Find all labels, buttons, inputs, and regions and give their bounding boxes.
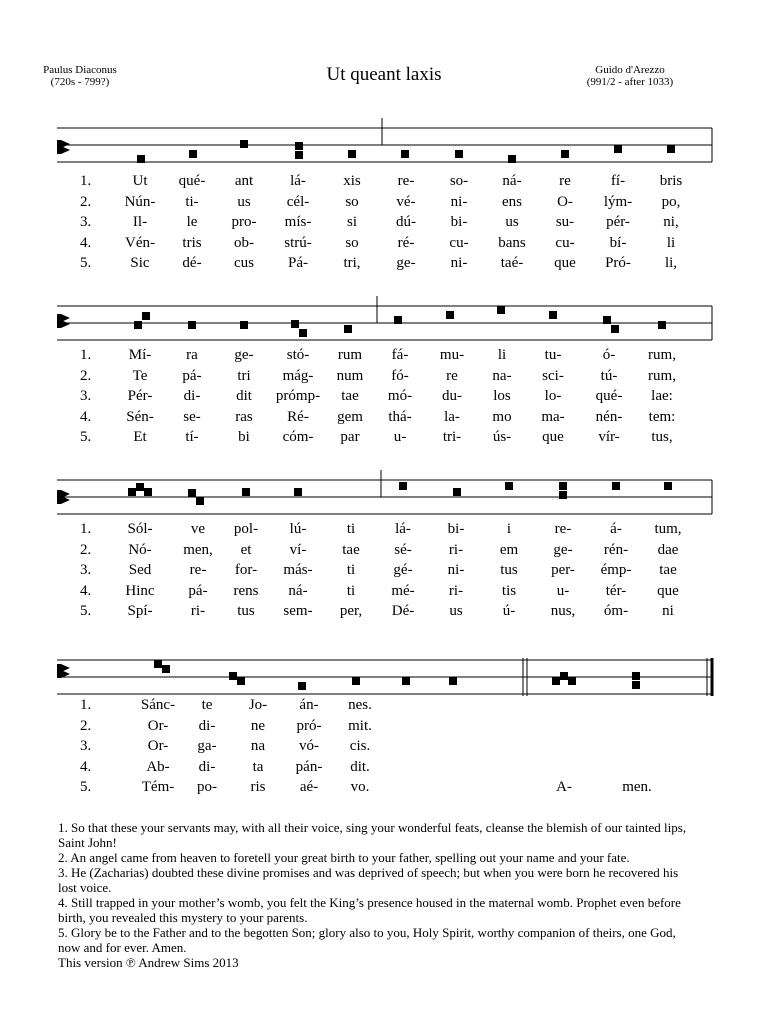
lyric-syllable: li bbox=[497, 347, 507, 363]
lyric-syllable: ob- bbox=[234, 234, 254, 251]
lyric-syllable: tus bbox=[500, 562, 518, 578]
lyric-syllable: Spí- bbox=[127, 603, 153, 619]
lyric-syllable: fá- bbox=[391, 347, 409, 363]
lyric-syllable: re bbox=[446, 367, 458, 384]
lyric-syllable: tus bbox=[237, 603, 255, 619]
lyric-syllable: se- bbox=[183, 408, 201, 425]
lyric-syllable: dae bbox=[657, 541, 679, 558]
lyric-syllable: más- bbox=[283, 562, 313, 578]
lyric-syllable: par bbox=[340, 429, 360, 445]
lyric-syllable: ná- bbox=[502, 173, 522, 189]
lyric-syllable: so bbox=[345, 234, 359, 251]
lyric-syllable: ni- bbox=[447, 562, 465, 578]
staff-system-3 bbox=[0, 470, 768, 520]
lyric-syllable: tris bbox=[182, 234, 202, 251]
lyric-syllable: Jo- bbox=[248, 697, 268, 713]
lyric-syllable: tér- bbox=[605, 582, 627, 599]
c-clef-icon bbox=[57, 140, 70, 154]
lyric-syllable: us bbox=[237, 193, 251, 210]
verse-number: 2. bbox=[80, 367, 92, 384]
composer-right-name: Guido d'Arezzo bbox=[595, 64, 665, 76]
lyric-syllable: tae bbox=[341, 388, 359, 404]
lyric-syllable: mé- bbox=[391, 582, 415, 599]
verse-number: 3. bbox=[80, 738, 92, 754]
square-note-icon bbox=[128, 482, 672, 505]
lyric-syllable: tis bbox=[501, 582, 517, 599]
lyric-syllable: nus, bbox=[550, 603, 576, 619]
lyric-syllable: cu- bbox=[555, 234, 575, 251]
verse-number: 5. bbox=[80, 603, 92, 619]
lyric-syllable: ví- bbox=[289, 541, 307, 558]
lyric-syllable: et bbox=[240, 541, 252, 558]
lyric-syllable: di- bbox=[198, 758, 216, 775]
verse-number: 4. bbox=[80, 234, 92, 251]
lyric-syllable: Nó- bbox=[128, 541, 152, 558]
lyric-syllable: Pér- bbox=[127, 388, 153, 404]
lyric-syllable: Or- bbox=[147, 738, 169, 754]
c-clef-icon bbox=[57, 314, 70, 328]
lyric-syllable: ris bbox=[250, 779, 266, 795]
lyric-syllable: dit bbox=[236, 388, 252, 404]
lyric-syllable: bi- bbox=[450, 214, 468, 230]
lyric-syllable: tu- bbox=[544, 347, 562, 363]
lyric-syllable: lá- bbox=[290, 173, 306, 189]
lyric-syllable: em bbox=[499, 541, 519, 558]
verse-number: 4. bbox=[80, 408, 92, 425]
lyric-syllable: la- bbox=[444, 408, 460, 425]
staff-system-2 bbox=[0, 296, 768, 346]
verse-number: 1. bbox=[80, 521, 92, 537]
lyric-syllable: tri, bbox=[343, 255, 361, 271]
lyric-syllable: Sic bbox=[130, 255, 150, 271]
lyric-syllable: re bbox=[559, 173, 571, 189]
lyric-syllable: mo bbox=[492, 408, 512, 425]
lyric-syllable: fó- bbox=[391, 367, 409, 384]
lyric-syllable: Pá- bbox=[288, 255, 308, 271]
lyric-syllable: si bbox=[346, 214, 358, 230]
lyric-syllable: so bbox=[345, 193, 359, 210]
translation-verse-3: 3. He (Zacharias) doubted these divine promises and was deprived of speech; but when you were born he recovered his lost voice. bbox=[58, 865, 679, 895]
staff-system-4 bbox=[0, 650, 768, 700]
lyric-syllable: le bbox=[186, 214, 198, 230]
c-clef-icon bbox=[57, 664, 70, 678]
lyric-syllable: sci- bbox=[542, 367, 564, 384]
lyric-syllable: tri- bbox=[442, 429, 462, 445]
lyric-syllable: án- bbox=[299, 697, 319, 713]
lyric-syllable: ri- bbox=[448, 582, 464, 599]
lyric-syllable: cu- bbox=[449, 234, 469, 251]
lyric-syllable: Sól- bbox=[127, 521, 153, 537]
lyric-syllable: rum bbox=[337, 347, 363, 363]
translation-verse-5: 5. Glory be to the Father and to the begotten Son; glory also to you, Holy Spirit, worthy companion of theirs, one God, now and for ever. Amen. bbox=[58, 925, 676, 955]
lyric-syllable: ve bbox=[190, 521, 206, 537]
lyric-syllable: di- bbox=[183, 388, 201, 404]
lyric-syllable: Vén- bbox=[125, 234, 155, 251]
lyric-syllable: ne bbox=[250, 717, 266, 734]
lyric-syllable: Ab- bbox=[146, 758, 170, 775]
translation-notes bbox=[58, 820, 698, 970]
lyric-syllable: Ut bbox=[132, 173, 148, 189]
lyric-syllable: lá- bbox=[395, 521, 411, 537]
lyric-syllable: gé- bbox=[393, 562, 413, 578]
lyric-syllable: bí- bbox=[609, 234, 627, 251]
lyric-syllable: qué- bbox=[595, 388, 623, 404]
lyric-syllable: ens bbox=[502, 193, 522, 210]
lyric-syllable: fí- bbox=[610, 173, 626, 189]
lyric-syllable: ni- bbox=[450, 255, 468, 271]
lyric-syllable: Sánc- bbox=[140, 697, 176, 713]
lyric-syllable: ti- bbox=[185, 193, 199, 210]
lyric-syllable: sé- bbox=[394, 541, 412, 558]
lyric-syllable: te bbox=[201, 697, 213, 713]
lyric-syllable: mit. bbox=[348, 717, 372, 734]
lyric-syllable: ó- bbox=[602, 347, 616, 363]
lyric-syllable: ri- bbox=[190, 603, 206, 619]
lyric-syllable: ta bbox=[252, 758, 264, 775]
lyric-syllable: per- bbox=[551, 562, 575, 578]
lyric-syllable: ni bbox=[662, 603, 674, 619]
verse-number: 2. bbox=[80, 717, 92, 734]
lyric-syllable: du- bbox=[442, 388, 462, 404]
lyric-syllable: ant bbox=[234, 173, 254, 189]
lyric-syllable: Tém- bbox=[141, 779, 175, 795]
verse-number: 4. bbox=[80, 758, 92, 775]
lyric-syllable: dé- bbox=[182, 255, 202, 271]
lyric-syllable: Ré- bbox=[287, 408, 309, 425]
lyric-syllable: na- bbox=[492, 367, 512, 384]
lyric-syllable: nén- bbox=[595, 408, 623, 425]
composer-right bbox=[570, 64, 690, 88]
lyric-syllable: á- bbox=[610, 521, 622, 537]
lyric-syllable: us bbox=[505, 214, 519, 230]
lyric-syllable: vo. bbox=[350, 779, 370, 795]
lyric-syllable: tri bbox=[237, 367, 251, 384]
lyric-syllable: li, bbox=[664, 255, 678, 271]
verse-number: 1. bbox=[80, 173, 92, 189]
lyric-syllable: émp- bbox=[600, 562, 632, 578]
lyric-syllable: pá- bbox=[182, 367, 202, 384]
lyric-syllable: cél- bbox=[286, 193, 310, 210]
lyric-syllable: ná- bbox=[288, 582, 308, 599]
composer-right-dates: (991/2 - after 1033) bbox=[586, 76, 674, 88]
lyric-syllable: taé- bbox=[500, 255, 524, 271]
lyric-syllable: Te bbox=[132, 367, 148, 384]
verse-number: 3. bbox=[80, 214, 92, 230]
lyric-syllable: lým- bbox=[603, 193, 633, 210]
lyric-syllable: aé- bbox=[299, 779, 319, 795]
lyric-syllable: tae bbox=[659, 562, 677, 578]
lyric-syllable: rum, bbox=[648, 367, 676, 384]
lyric-syllable: vé- bbox=[396, 193, 416, 210]
square-note-icon bbox=[137, 140, 675, 163]
lyric-syllable: po, bbox=[661, 193, 681, 210]
verse-number: 2. bbox=[80, 193, 92, 210]
lyric-syllable: i bbox=[506, 521, 512, 537]
lyric-syllable: ga- bbox=[197, 738, 217, 754]
lyric-syllable: que bbox=[554, 255, 576, 271]
lyric-syllable: strú- bbox=[284, 234, 312, 251]
copyright: This version ℗ Andrew Sims 2013 bbox=[58, 955, 239, 970]
lyric-syllable: pró- bbox=[296, 717, 322, 734]
translation-verse-1: 1. So that these your servants may, with all their voice, sing your wonderful feats, cleanse the blemish of our tainted lips, Saint John! bbox=[58, 820, 687, 850]
lyric-syllable: bi bbox=[238, 429, 250, 445]
lyric-syllable: cis. bbox=[349, 738, 371, 754]
lyric-syllable: rens bbox=[233, 582, 259, 599]
lyric-syllable: num bbox=[336, 367, 364, 384]
verse-number: 1. bbox=[80, 347, 92, 363]
lyric-syllable: tae bbox=[342, 541, 360, 558]
lyric-syllable: vír- bbox=[598, 429, 620, 445]
lyric-syllable: rén- bbox=[603, 541, 629, 558]
lyric-syllable: que bbox=[657, 582, 679, 599]
verse-number: 4. bbox=[80, 582, 92, 599]
lyric-syllable: vó- bbox=[299, 738, 319, 754]
lyric-syllable: Nún- bbox=[124, 193, 156, 210]
lyric-syllable: pol- bbox=[233, 521, 259, 537]
verse-number: 1. bbox=[80, 697, 92, 713]
lyric-syllable: re- bbox=[189, 562, 207, 578]
lyric-syllable: dit. bbox=[350, 758, 370, 775]
lyric-syllable: Or- bbox=[147, 717, 169, 734]
verse-number: 3. bbox=[80, 388, 92, 404]
lyric-syllable: lú- bbox=[289, 521, 307, 537]
lyric-syllable: pán- bbox=[295, 758, 323, 775]
lyric-syllable: gem bbox=[337, 408, 363, 425]
lyric-syllable: los bbox=[493, 388, 511, 404]
lyric-syllable: for- bbox=[234, 562, 258, 578]
lyric-syllable: ge- bbox=[234, 347, 254, 363]
lyric-syllable: cus bbox=[234, 255, 254, 271]
lyric-syllable: prómp- bbox=[275, 388, 321, 404]
lyric-syllable: Dé- bbox=[391, 603, 415, 619]
composer-left-dates: (720s - 799?) bbox=[50, 76, 110, 88]
lyric-syllable: u- bbox=[556, 582, 570, 599]
lyric-syllable: men. bbox=[622, 779, 652, 795]
lyric-syllable: su- bbox=[555, 214, 575, 230]
lyric-syllable: Il- bbox=[132, 214, 148, 230]
staff-system-1 bbox=[0, 118, 768, 168]
lyric-syllable: pro- bbox=[231, 214, 257, 230]
lyric-syllable: ra bbox=[186, 347, 198, 363]
lyric-syllable: qué- bbox=[178, 173, 206, 189]
lyric-syllable: tem: bbox=[648, 408, 676, 425]
lyric-syllable: nes. bbox=[348, 697, 372, 713]
lyric-syllable: Hinc bbox=[125, 582, 155, 599]
lyric-syllable: sem- bbox=[283, 603, 313, 619]
lyric-syllable: mís- bbox=[284, 214, 312, 230]
verse-number: 5. bbox=[80, 779, 92, 795]
lyric-syllable: rum, bbox=[648, 347, 676, 363]
lyric-syllable: ti bbox=[346, 521, 356, 537]
verse-number: 3. bbox=[80, 562, 92, 578]
lyric-syllable: Sén- bbox=[126, 408, 154, 425]
lyric-syllable: A- bbox=[556, 779, 572, 795]
lyric-syllable: tú- bbox=[600, 367, 618, 384]
lyric-syllable: ri- bbox=[448, 541, 464, 558]
lyric-syllable: na bbox=[250, 738, 266, 754]
lyric-syllable: ti bbox=[346, 562, 356, 578]
lyric-syllable: ma- bbox=[541, 408, 565, 425]
lyric-syllable: per, bbox=[339, 603, 363, 619]
translation-verse-4: 4. Still trapped in your mother’s womb, you felt the King’s presence housed in the maternal womb. Prophet even before birth, you revealed this mystery to your parents. bbox=[58, 895, 681, 925]
lyric-syllable: thá- bbox=[388, 408, 412, 425]
lyric-syllable: óm- bbox=[603, 603, 629, 619]
lyric-syllable: xis bbox=[343, 173, 361, 189]
translation-verse-2: 2. An angel came from heaven to foretell your great birth to your father, spelling out your name and your fate. bbox=[58, 850, 630, 865]
lyric-syllable: ras bbox=[235, 408, 253, 425]
lyric-syllable: po- bbox=[197, 779, 217, 795]
lyric-syllable: ge- bbox=[553, 541, 573, 558]
lyric-syllable: bans bbox=[498, 234, 526, 251]
lyric-syllable: Et bbox=[133, 429, 147, 445]
lyric-syllable: Sed bbox=[128, 562, 152, 578]
lyric-syllable: di- bbox=[198, 717, 216, 734]
lyric-syllable: mu- bbox=[439, 347, 465, 363]
square-note-icon bbox=[154, 660, 640, 690]
lyric-syllable: O- bbox=[557, 193, 573, 210]
lyric-syllable: tus, bbox=[651, 429, 673, 445]
lyric-syllable: ú- bbox=[502, 603, 516, 619]
lyric-syllable: ti bbox=[346, 582, 356, 599]
square-note-icon bbox=[134, 306, 666, 337]
lyric-syllable: dú- bbox=[396, 214, 416, 230]
lyric-syllable: stó- bbox=[286, 347, 310, 363]
lyric-syllable: pér- bbox=[606, 214, 630, 230]
verse-number: 2. bbox=[80, 541, 92, 558]
composer-left-name: Paulus Diaconus bbox=[43, 64, 117, 76]
lyric-syllable: ni, bbox=[663, 214, 679, 230]
verse-number: 5. bbox=[80, 255, 92, 271]
lyric-syllable: que bbox=[542, 429, 564, 445]
lyric-syllable: cóm- bbox=[282, 429, 314, 445]
lyric-syllable: re- bbox=[554, 521, 572, 537]
lyric-syllable: ré- bbox=[397, 234, 415, 251]
lyric-syllable: men, bbox=[183, 541, 213, 558]
lyric-syllable: bi- bbox=[447, 521, 465, 537]
lyric-syllable: so- bbox=[449, 173, 469, 189]
lyric-syllable: re- bbox=[397, 173, 415, 189]
lyric-syllable: u- bbox=[393, 429, 407, 445]
lyric-syllable: tum, bbox=[654, 521, 682, 537]
lyric-syllable: us bbox=[449, 603, 463, 619]
lyric-syllable: lae: bbox=[651, 388, 673, 404]
lyric-syllable: tí- bbox=[185, 429, 199, 445]
verse-number: 5. bbox=[80, 429, 92, 445]
lyric-syllable: pá- bbox=[188, 582, 208, 599]
lyric-syllable: ge- bbox=[396, 255, 416, 271]
page-title: Ut queant laxis bbox=[326, 64, 442, 85]
lyric-syllable: mó- bbox=[387, 388, 413, 404]
lyric-syllable: lo- bbox=[544, 388, 562, 404]
lyric-syllable: bris bbox=[659, 173, 683, 189]
lyric-syllable: Pró- bbox=[605, 255, 631, 271]
lyric-syllable: ús- bbox=[492, 429, 512, 445]
composer-left bbox=[30, 64, 130, 88]
lyric-syllable: Mí- bbox=[128, 347, 152, 363]
lyric-syllable: li bbox=[666, 234, 676, 251]
lyric-syllable: mág- bbox=[282, 367, 314, 384]
lyric-syllable: ni- bbox=[450, 193, 468, 210]
